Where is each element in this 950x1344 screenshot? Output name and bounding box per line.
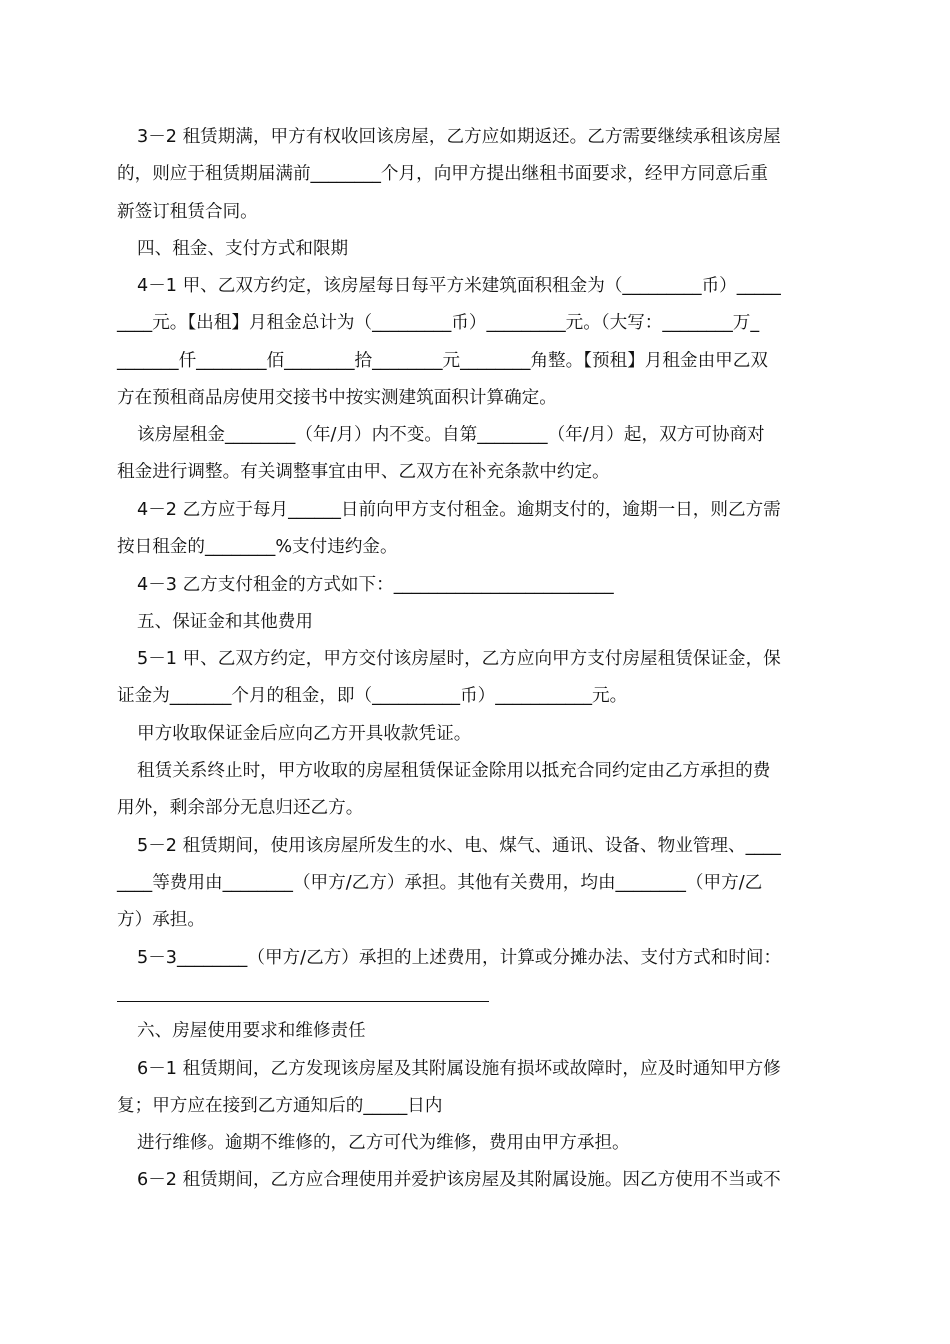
clause-4-1-line-1: 4－1 甲、乙双方约定，该房屋每日每平方米建筑面积租金为（_________币）_____ xyxy=(137,276,781,296)
deposit-receipt-line: 甲方收取保证金后应向乙方开具收款凭证。 xyxy=(137,724,472,744)
clause-5-1-line-1: 5－1 甲、乙双方约定，甲方交付该房屋时，乙方应向甲方支付房屋租赁保证金，保 xyxy=(137,649,781,669)
clause-4-1-line-4: 方在预租商品房使用交接书中按实测建筑面积计算确定。 xyxy=(117,388,557,408)
deposit-return-line-2: 用外，剩余部分无息归还乙方。 xyxy=(117,798,364,818)
section-4-heading: 四、租金、支付方式和限期 xyxy=(137,239,349,259)
clause-4-1-line-2: ____元。【出租】月租金总计为（_________币）_________元。（大写：________万_ xyxy=(117,313,760,333)
clause-4-2-line-1: 4－2 乙方应于每月______日前向甲方支付租金。逾期支付的，逾期一日，则乙方需 xyxy=(137,500,781,520)
section-5-heading: 五、保证金和其他费用 xyxy=(137,612,313,632)
clause-4-3: 4－3 乙方支付租金的方式如下：_________________________ xyxy=(137,575,614,595)
clause-6-1-line-3: 进行维修。逾期不维修的，乙方可代为维修，费用由甲方承担。 xyxy=(137,1133,630,1153)
clause-4-2-line-2: 按日租金的________%支付违约金。 xyxy=(117,537,398,557)
clause-4-1-line-3: _______仟________佰________拾________元________角整。【预租】月租金由甲乙双 xyxy=(117,351,768,371)
clause-5-2-line-1: 5－2 租赁期间，使用该房屋所发生的水、电、煤气、通讯、设备、物业管理、____ xyxy=(137,836,781,856)
clause-5-1-line-2: 证金为_______个月的租金，即（__________币）___________元。 xyxy=(117,686,628,706)
clause-5-3-blank-rule xyxy=(117,1001,489,1002)
deposit-return-line-1: 租赁关系终止时，甲方收取的房屋租赁保证金除用以抵充合同约定由乙方承担的费 xyxy=(137,761,771,781)
clause-5-2-line-3: 方）承担。 xyxy=(117,910,205,930)
rent-fixed-line-2: 租金进行调整。有关调整事宜由甲、乙双方在补充条款中约定。 xyxy=(117,462,610,482)
clause-6-2-line-1: 6－2 租赁期间，乙方应合理使用并爱护该房屋及其附属设施。因乙方使用不当或不 xyxy=(137,1170,781,1190)
clause-5-3-line-1: 5－3________（甲方/乙方）承担的上述费用，计算或分摊办法、支付方式和时间： xyxy=(137,948,782,968)
clause-6-1-line-2: 复；甲方应在接到乙方通知后的_____日内 xyxy=(117,1096,443,1116)
clause-3-2-line-3: 新签订租赁合同。 xyxy=(117,202,258,222)
clause-5-2-line-2: ____等费用由________（甲方/乙方）承担。其他有关费用，均由________（甲方/乙 xyxy=(117,873,763,893)
clause-3-2-line-1: 3－2 租赁期满，甲方有权收回该房屋，乙方应如期返还。乙方需要继续承租该房屋 xyxy=(137,127,781,147)
rent-fixed-line-1: 该房屋租金________（年/月）内不变。自第________（年/月）起，双方可协商对 xyxy=(137,425,765,445)
clause-3-2-line-2: 的，则应于租赁期届满前________个月，向甲方提出继租书面要求，经甲方同意后重 xyxy=(117,164,768,184)
section-6-heading: 六、房屋使用要求和维修责任 xyxy=(137,1021,366,1041)
clause-6-1-line-1: 6－1 租赁期间，乙方发现该房屋及其附属设施有损坏或故障时，应及时通知甲方修 xyxy=(137,1059,781,1079)
